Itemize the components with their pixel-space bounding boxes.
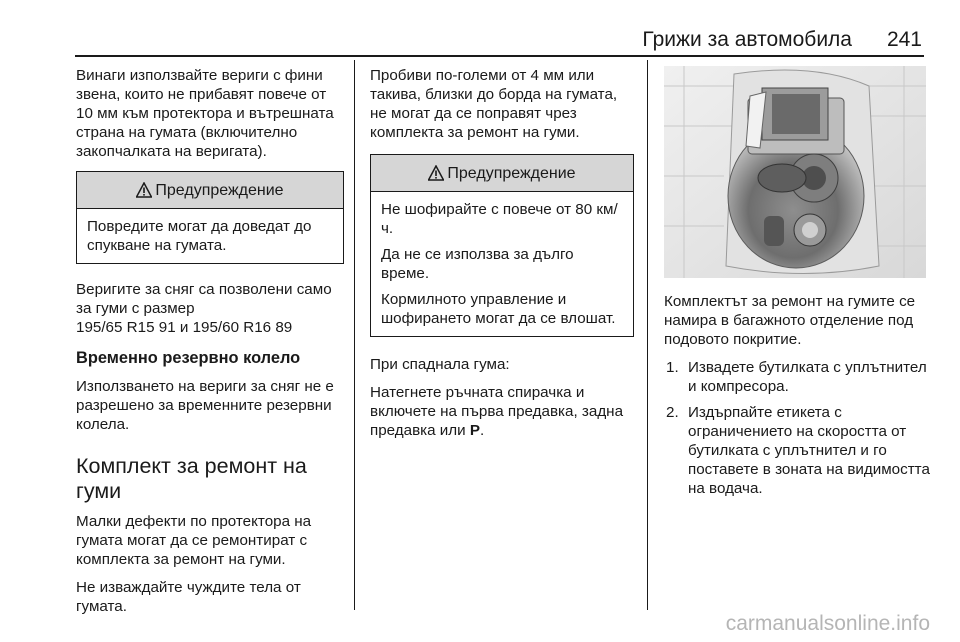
step-item bbox=[664, 403, 932, 498]
column-1 bbox=[76, 66, 344, 625]
heading-repair-kit: Комплект за ремонт на гуми bbox=[76, 454, 307, 503]
paragraph-allowed-sizes bbox=[76, 280, 344, 337]
column-2 bbox=[370, 66, 634, 449]
warning-triangle-icon bbox=[428, 165, 444, 181]
paragraph-handbrake bbox=[370, 383, 634, 440]
warning-text: Повредите могат да доведат до спукване на гумата. bbox=[87, 218, 312, 254]
warning-box-2 bbox=[370, 154, 634, 337]
warning-header bbox=[77, 172, 343, 209]
warning-line-duration: Да не се използва за дълго време. bbox=[381, 246, 574, 282]
paragraph-kit-location: Комплектът за ремонт на гумите се намира в багажното отделение под подовото покритие. bbox=[664, 293, 916, 348]
warning-box-1 bbox=[76, 171, 344, 264]
step-number: 1. bbox=[666, 359, 679, 376]
column-divider-1 bbox=[354, 60, 355, 610]
warning-title: Предупреждение bbox=[447, 164, 576, 182]
paragraph-flat-tyre: При спаднала гума: bbox=[370, 356, 510, 373]
column-3 bbox=[664, 292, 932, 505]
warning-title: Предупреждение bbox=[155, 181, 284, 199]
page-header bbox=[0, 28, 960, 58]
paragraph-punctures: Пробиви по-големи от 4 мм или такива, близки до борда на гумата, не могат да се поправят чрез комплекта за ремонт на гуми. bbox=[370, 67, 618, 141]
step-item bbox=[664, 358, 932, 396]
warning-body bbox=[371, 192, 633, 336]
paragraph-small-defects: Малки дефекти по протектора на гумата могат да се ремонтират с комплекта за ремонт на гуми. bbox=[76, 513, 312, 568]
gear-p: P bbox=[469, 422, 480, 439]
warning-header bbox=[371, 155, 633, 192]
warning-body bbox=[77, 209, 343, 263]
handbrake-end: . bbox=[480, 422, 485, 439]
paragraph-spare: Използването на вериги за сняг не е разрешено за временните резервни колела. bbox=[76, 378, 334, 433]
handbrake-text: Натегнете ръчната спирачка и включете на първа предавка, задна предавка или bbox=[370, 384, 624, 439]
paragraph-foreign-objects: Не изваждайте чуждите тела от гумата. bbox=[76, 579, 301, 615]
allowed-sizes: 195/65 R15 91 и 195/60 R16 89 bbox=[76, 319, 293, 336]
allowed-sizes-intro: Веригите за сняг са позволени само за гуми с размер bbox=[76, 281, 332, 317]
heading-temporary-spare: Временно резервно колело bbox=[76, 349, 301, 367]
page-number: 241 bbox=[886, 28, 922, 51]
page-title: Грижи за автомобила bbox=[642, 28, 852, 51]
instruction-steps bbox=[664, 358, 932, 498]
step-number: 2. bbox=[666, 404, 679, 421]
header-rule bbox=[75, 55, 924, 57]
warning-line-speed: Не шофирайте с повече от 80 км/ч. bbox=[381, 201, 618, 237]
column-divider-2 bbox=[647, 60, 648, 610]
warning-triangle-icon bbox=[136, 182, 152, 198]
step-text: Извадете бутилката с уплътнител и компресора. bbox=[688, 359, 927, 395]
paragraph-chains: Винаги използвайте вериги с фини звена, които не прибавят повече от 10 мм към протектора и вътрешната страна на гумата (включително закопчалката на веригата). bbox=[76, 67, 334, 160]
warning-line-steering: Кормилното управление и шофирането могат да се влошат. bbox=[381, 291, 616, 327]
watermark: carmanualsonline.info bbox=[725, 612, 930, 635]
step-text: Издърпайте етикета с ограничението на скоростта от бутилката с уплътнител и го поставете в зоната на видимостта на водача. bbox=[688, 404, 930, 497]
repair-kit-photo bbox=[664, 66, 926, 278]
